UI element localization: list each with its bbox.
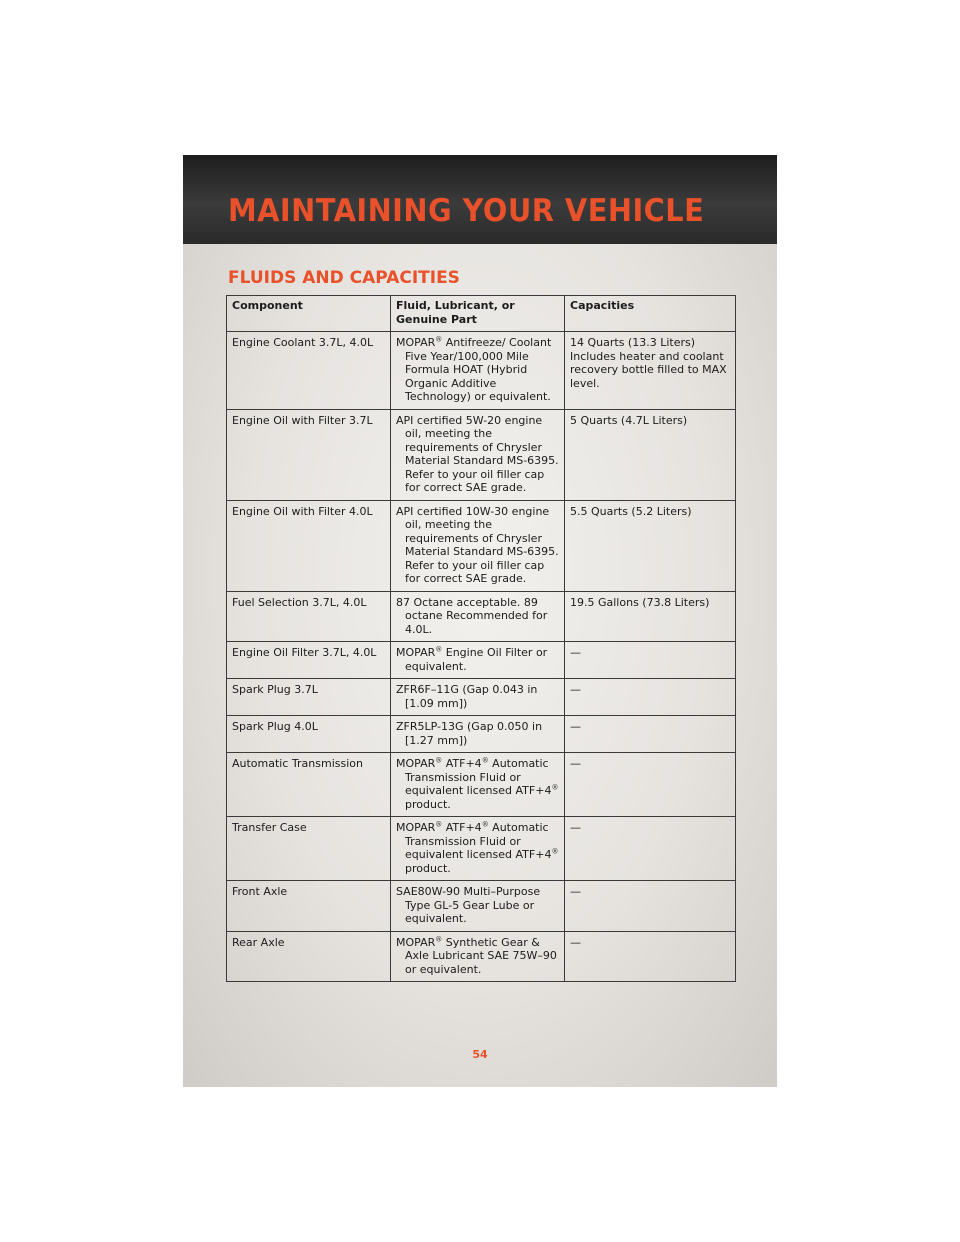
fluid-cell (391, 409, 565, 500)
capacity-cell: — (565, 753, 736, 817)
table-row (227, 500, 736, 591)
fluid-cell (391, 931, 565, 982)
fluid-text (396, 683, 559, 710)
registered-mark: ® (435, 756, 443, 765)
fluid-text-part: Synthetic Gear & Axle Lubricant SAE 75W–90 or equivalent. (405, 935, 557, 976)
fluid-text-part: Antifreeze/ Coolant Five Year/100,000 Mile Formula HOAT (Hybrid Organic Additive Technology) or equivalent. (405, 336, 552, 403)
registered-mark: ® (435, 335, 443, 344)
fluid-text-part: 87 Octane acceptable. 89 octane Recommended for 4.0L. (396, 595, 548, 636)
fluid-text (396, 596, 559, 637)
fluid-cell (391, 591, 565, 642)
component-cell: Engine Oil with Filter 3.7L (227, 409, 391, 500)
table-row (227, 409, 736, 500)
table-row (227, 881, 736, 932)
fluid-text-part: SAE80W-90 Multi–Purpose Type GL-5 Gear Lube or equivalent. (396, 885, 541, 925)
table-row (227, 716, 736, 753)
fluid-cell (391, 881, 565, 932)
table-row (227, 332, 736, 410)
table-row (227, 679, 736, 716)
column-header-fluid: Fluid, Lubricant, or Genuine Part (391, 296, 565, 332)
capacity-cell: — (565, 716, 736, 753)
registered-mark: ® (481, 756, 489, 765)
registered-mark: ® (551, 847, 559, 856)
fluid-text-part: ZFR5LP-13G (Gap 0.050 in [1.27 mm]) (396, 720, 543, 747)
fluid-cell (391, 332, 565, 410)
fluid-text (396, 505, 559, 586)
manual-page (183, 155, 777, 1087)
fluid-text-part: API certified 5W-20 engine oil, meeting the requirements of Chrysler Material Standard MS-6395. Refer to your oil filler cap for correct SAE grade. (396, 413, 559, 494)
registered-mark: ® (551, 783, 559, 792)
fluid-text-part: API certified 10W-30 engine oil, meeting the requirements of Chrysler Material Standard MS-6395. Refer to your oil filler cap for correct SAE grade. (396, 504, 559, 585)
component-cell: Front Axle (227, 881, 391, 932)
capacity-cell: 5.5 Quarts (5.2 Liters) (565, 500, 736, 591)
component-cell: Rear Axle (227, 931, 391, 982)
capacity-cell: 19.5 Gallons (73.8 Liters) (565, 591, 736, 642)
fluid-text (396, 936, 559, 977)
capacity-cell: — (565, 817, 736, 881)
component-cell: Engine Oil with Filter 4.0L (227, 500, 391, 591)
fluid-text-part: MOPAR (396, 935, 436, 949)
component-cell: Spark Plug 4.0L (227, 716, 391, 753)
fluid-text-part: Automatic Transmission Fluid or equivalent licensed ATF+4 (405, 821, 552, 861)
column-header-component: Component (227, 296, 391, 332)
fluid-text-part: product. (405, 797, 451, 811)
fluids-capacities-table (226, 295, 736, 982)
table-body (227, 332, 736, 982)
registered-mark: ® (435, 934, 443, 943)
page-title: MAINTAINING YOUR VEHICLE (228, 193, 705, 229)
fluid-cell (391, 500, 565, 591)
fluid-text-part: ZFR6F–11G (Gap 0.043 in [1.09 mm]) (396, 683, 538, 710)
component-cell: Engine Coolant 3.7L, 4.0L (227, 332, 391, 410)
capacity-cell: — (565, 679, 736, 716)
capacity-cell: 5 Quarts (4.7L Liters) (565, 409, 736, 500)
fluid-text (396, 757, 559, 811)
fluid-text-part: Automatic Transmission Fluid or equivalent licensed ATF+4 (405, 757, 552, 797)
fluid-text-part: MOPAR (396, 646, 436, 659)
fluid-text-part: MOPAR (396, 821, 436, 834)
table-header-row (227, 296, 736, 332)
fluid-text-part: Engine Oil Filter or equivalent. (405, 646, 548, 673)
fluid-text (396, 885, 559, 926)
fluid-text-part: product. (405, 861, 451, 875)
header-banner (183, 155, 777, 244)
table-row (227, 753, 736, 817)
table-row (227, 591, 736, 642)
registered-mark: ® (481, 820, 489, 829)
fluid-text-part: ATF+4 (442, 821, 482, 834)
page-number: 54 (472, 1048, 488, 1061)
component-cell: Automatic Transmission (227, 753, 391, 817)
component-cell: Transfer Case (227, 817, 391, 881)
component-cell: Engine Oil Filter 3.7L, 4.0L (227, 642, 391, 679)
section-title: FLUIDS AND CAPACITIES (228, 268, 460, 288)
capacity-cell: — (565, 642, 736, 679)
fluid-text (396, 821, 559, 875)
fluid-text (396, 414, 559, 495)
fluid-cell (391, 753, 565, 817)
registered-mark: ® (435, 820, 443, 829)
fluid-cell (391, 817, 565, 881)
table-row (227, 817, 736, 881)
fluid-text (396, 336, 559, 404)
fluid-cell (391, 642, 565, 679)
fluid-text-part: MOPAR (396, 336, 436, 349)
column-header-capacities: Capacities (565, 296, 736, 332)
fluid-cell (391, 716, 565, 753)
capacity-cell: — (565, 881, 736, 932)
fluid-text-part: MOPAR (396, 757, 436, 770)
fluid-text (396, 646, 559, 673)
table-row (227, 931, 736, 982)
capacity-cell: 14 Quarts (13.3 Liters) Includes heater and coolant recovery bottle filled to MAX level. (565, 332, 736, 410)
component-cell: Fuel Selection 3.7L, 4.0L (227, 591, 391, 642)
fluid-text (396, 720, 559, 747)
registered-mark: ® (435, 645, 443, 654)
component-cell: Spark Plug 3.7L (227, 679, 391, 716)
fluid-text-part: ATF+4 (442, 757, 482, 770)
fluid-cell (391, 679, 565, 716)
table-row (227, 642, 736, 679)
capacity-cell: — (565, 931, 736, 982)
